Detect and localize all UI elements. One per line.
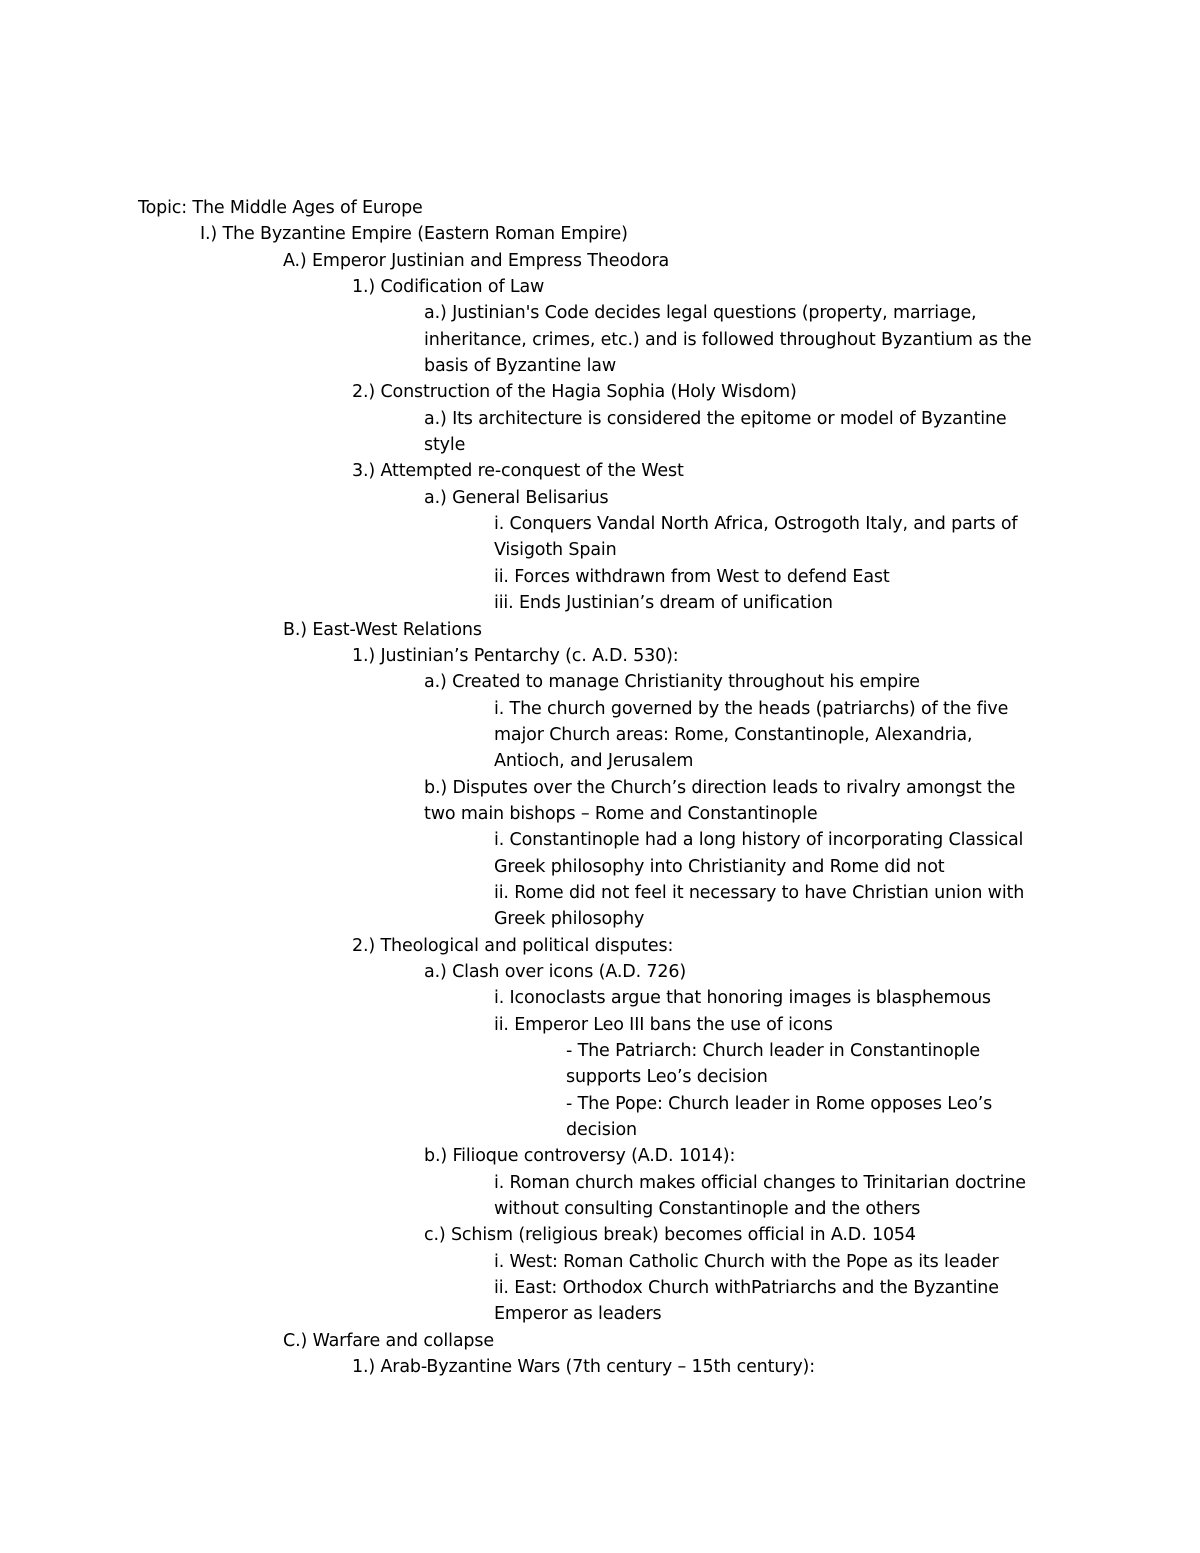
outline-line: Emperor as leaders <box>494 1304 662 1325</box>
outline-line: a.) General Belisarius <box>424 487 609 508</box>
outline-line: 2.) Construction of the Hagia Sophia (Holy Wisdom) <box>352 382 797 403</box>
outline-line: 1.) Arab-Byzantine Wars (7th century – 15th century): <box>352 1357 815 1378</box>
page-title: Topic: The Middle Ages of Europe <box>138 198 423 218</box>
outline-line: c.) Schism (religious break) becomes official in A.D. 1054 <box>424 1225 916 1246</box>
outline-line: style <box>424 435 466 456</box>
outline-line: Greek philosophy <box>494 909 645 930</box>
outline-line: C.) Warfare and collapse <box>283 1330 494 1351</box>
outline <box>0 195 1200 1380</box>
outline-line: B.) East-West Relations <box>283 619 482 640</box>
outline-line: 3.) Attempted re-conquest of the West <box>352 461 684 482</box>
outline-line: i. Constantinople had a long history of incorporating Classical <box>494 830 1024 851</box>
outline-line: 1.) Justinian’s Pentarchy (c. A.D. 530): <box>352 645 679 666</box>
outline-line: Greek philosophy into Christianity and Rome did not <box>494 856 945 877</box>
outline-line: a.) Clash over icons (A.D. 726) <box>424 961 687 982</box>
outline-line: a.) Created to manage Christianity throughout his empire <box>424 672 920 693</box>
outline-line: ii. Rome did not feel it necessary to have Christian union with <box>494 882 1025 903</box>
outline-line: ii. East: Orthodox Church withPatriarchs and the Byzantine <box>494 1278 999 1299</box>
outline-line: i. Conquers Vandal North Africa, Ostrogoth Italy, and parts of <box>494 514 1018 535</box>
outline-line: b.) Disputes over the Church’s direction leads to rivalry amongst the <box>424 777 1016 798</box>
outline-line: basis of Byzantine law <box>424 356 617 377</box>
outline-line: a.) Its architecture is considered the epitome or model of Byzantine <box>424 408 1007 429</box>
outline-line: 1.) Codification of Law <box>352 277 545 298</box>
outline-line: ii. Forces withdrawn from West to defend East <box>494 566 890 587</box>
outline-line: b.) Filioque controversy (A.D. 1014): <box>424 1146 736 1167</box>
outline-line: ii. Emperor Leo III bans the use of icons <box>494 1014 833 1035</box>
outline-line: A.) Emperor Justinian and Empress Theodora <box>283 250 670 271</box>
outline-line: decision <box>566 1120 637 1141</box>
outline-line: inheritance, crimes, etc.) and is followed throughout Byzantium as the <box>424 329 1032 350</box>
outline-line: - The Patriarch: Church leader in Constantinople <box>566 1041 980 1061</box>
outline-line: supports Leo’s decision <box>566 1067 768 1088</box>
outline-line: i. The church governed by the heads (patriarchs) of the five <box>494 698 1009 719</box>
outline-line: i. Roman church makes official changes to Trinitarian doctrine <box>494 1172 1026 1193</box>
outline-line: 2.) Theological and political disputes: <box>352 935 674 956</box>
outline-line: iii. Ends Justinian’s dream of unification <box>494 593 833 614</box>
outline-line: i. Iconoclasts argue that honoring images is blasphemous <box>494 988 991 1009</box>
outline-line: - The Pope: Church leader in Rome opposes Leo’s <box>566 1093 993 1114</box>
outline-line: i. West: Roman Catholic Church with the Pope as its leader <box>494 1251 999 1272</box>
outline-line: Visigoth Spain <box>494 540 617 561</box>
outline-line: major Church areas: Rome, Constantinople, Alexandria, <box>494 724 973 745</box>
outline-line: without consulting Constantinople and the others <box>494 1199 921 1220</box>
outline-line: I.) The Byzantine Empire (Eastern Roman Empire) <box>200 224 628 245</box>
outline-line: Antioch, and Jerusalem <box>494 751 694 772</box>
outline-line: two main bishops – Rome and Constantinople <box>424 803 818 824</box>
outline-line: a.) Justinian's Code decides legal questions (property, marriage, <box>424 303 977 324</box>
